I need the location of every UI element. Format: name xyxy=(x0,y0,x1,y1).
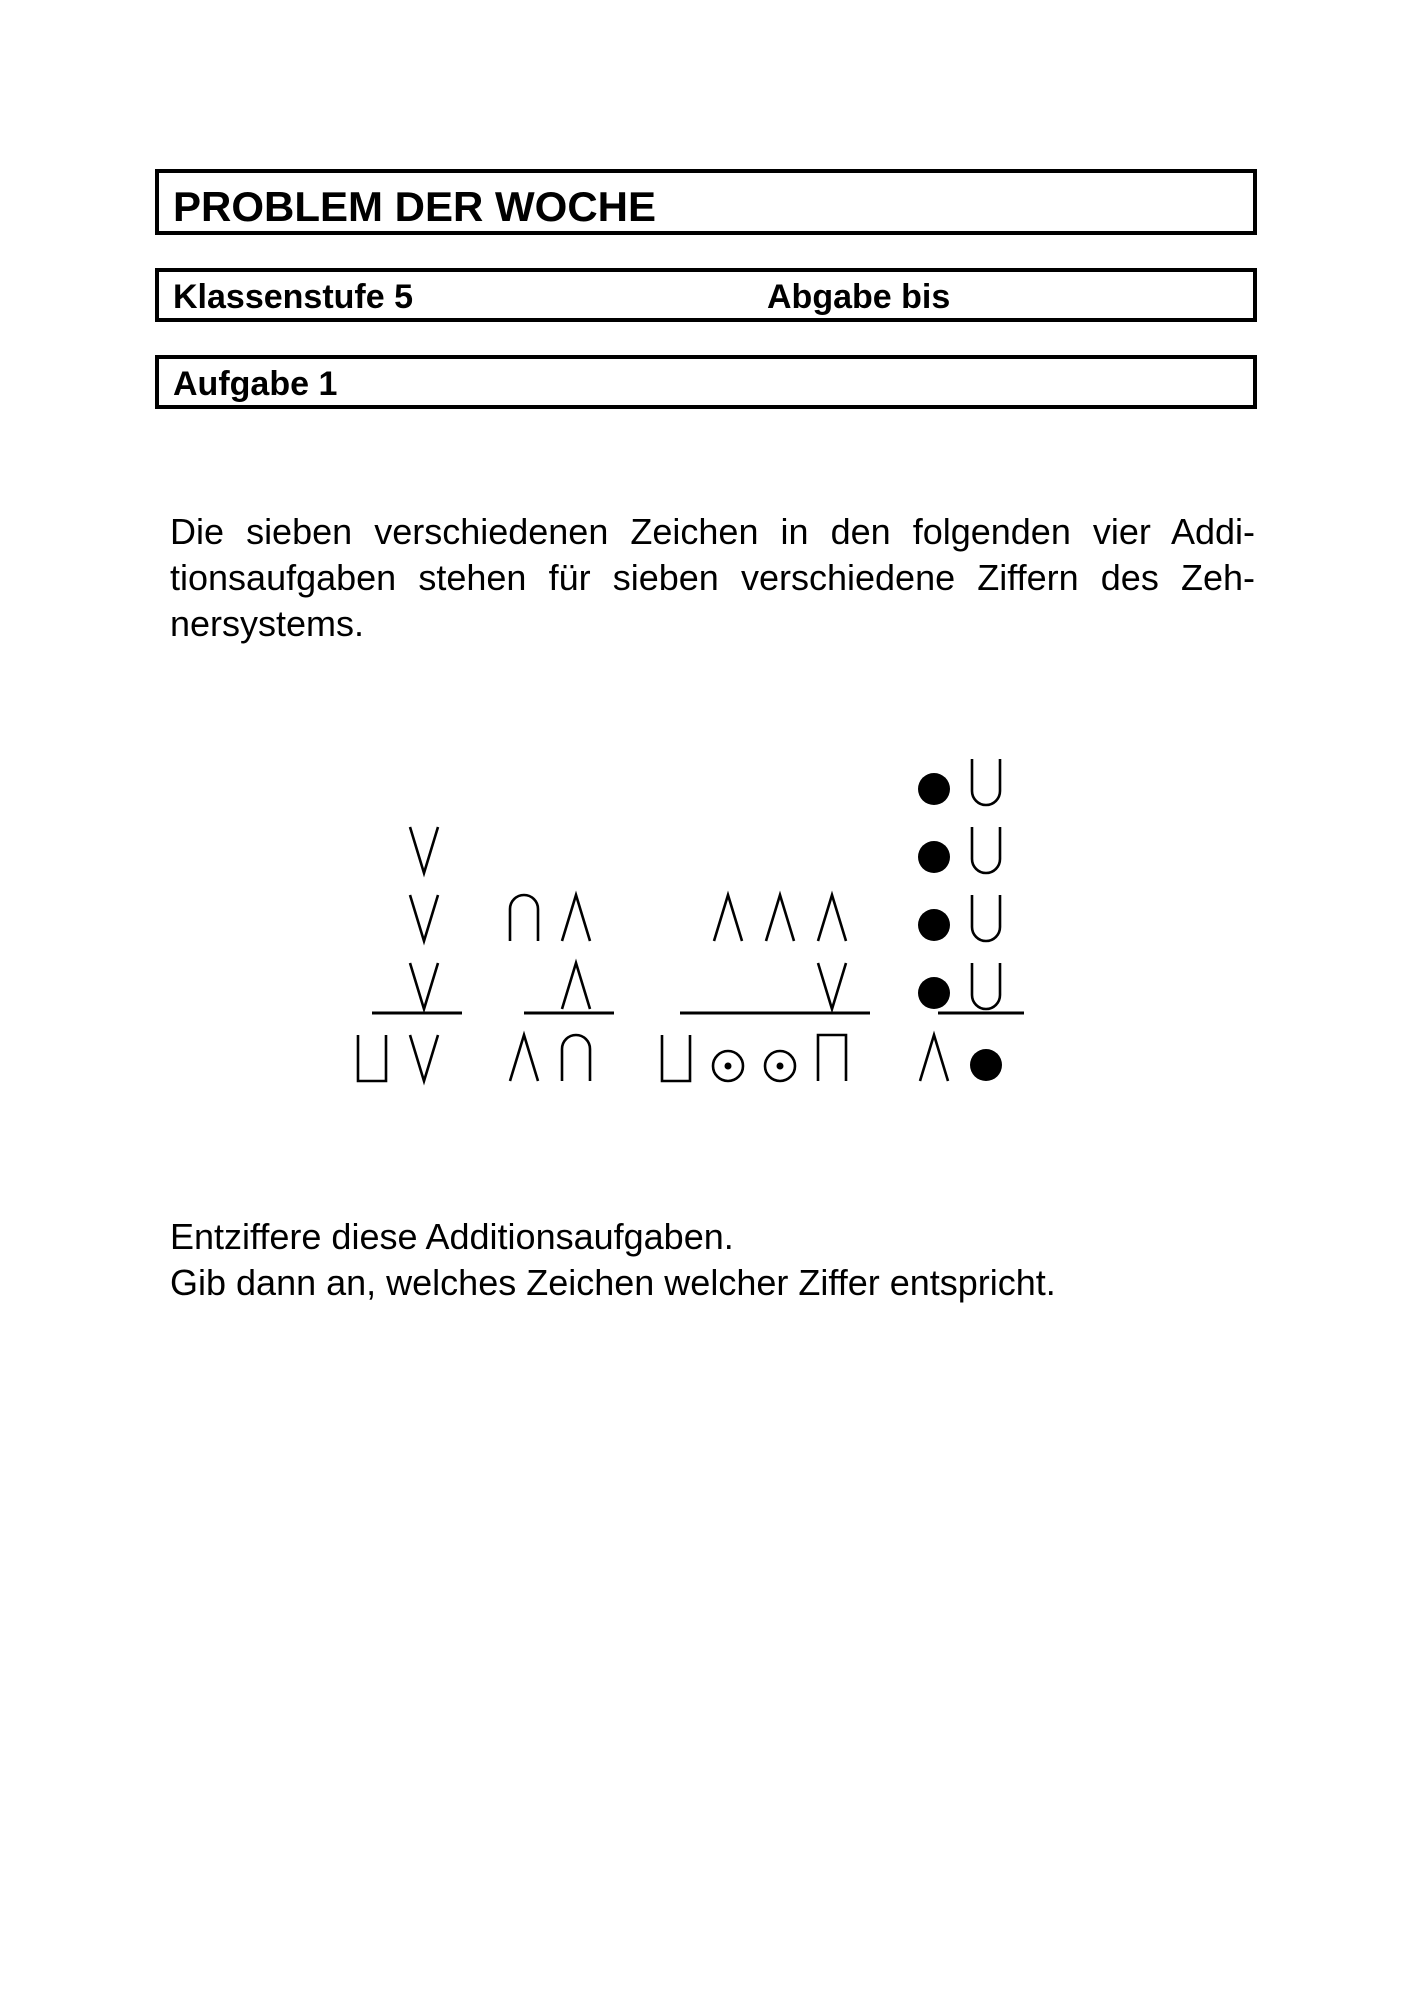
intro-line: tionsaufgaben stehen für sieben verschiedene Ziffern des Zeh- xyxy=(170,557,1255,598)
filled-dot-symbol xyxy=(918,909,950,941)
filled-dot-symbol xyxy=(918,841,950,873)
cap-symbol xyxy=(510,895,538,941)
cup-symbol xyxy=(972,895,1000,941)
wedge-symbol xyxy=(766,895,794,941)
instruction-line: Gib dann an, welches Zeichen welcher Ziffer entspricht. xyxy=(170,1262,1056,1303)
intro-line: Die sieben verschiedenen Zeichen in den folgenden vier Addi- xyxy=(170,511,1255,552)
wedge-symbol xyxy=(562,895,590,941)
v-symbol xyxy=(818,963,846,1009)
circled-dot-symbol xyxy=(765,1051,795,1081)
instruction-line: Entziffere diese Additionsaufgaben. xyxy=(170,1216,734,1257)
wedge-symbol xyxy=(562,963,590,1009)
intro-line: nersystems. xyxy=(170,603,365,644)
v-symbol xyxy=(410,963,438,1009)
circled-dot-symbol xyxy=(713,1051,743,1081)
grade-label: Klassenstufe 5 xyxy=(173,278,413,316)
filled-dot-symbol xyxy=(918,773,950,805)
wedge-symbol xyxy=(510,1035,538,1081)
wedge-symbol xyxy=(818,895,846,941)
instructions xyxy=(170,1214,1255,1306)
task-label: Aufgabe 1 xyxy=(173,365,338,403)
cup-symbol xyxy=(972,963,1000,1009)
due-label: Abgabe bis xyxy=(767,278,951,316)
cup-symbol xyxy=(972,827,1000,873)
wedge-symbol xyxy=(714,895,742,941)
square-cup-symbol xyxy=(358,1035,386,1081)
v-symbol xyxy=(410,1035,438,1081)
square-cup-symbol xyxy=(662,1035,690,1081)
filled-dot-symbol xyxy=(918,977,950,1009)
v-symbol xyxy=(410,827,438,873)
cap-symbol xyxy=(562,1035,590,1081)
filled-dot-symbol xyxy=(970,1049,1002,1081)
v-symbol xyxy=(410,895,438,941)
page-title: PROBLEM DER WOCHE xyxy=(173,183,656,230)
square-cap-symbol xyxy=(818,1035,846,1081)
wedge-symbol xyxy=(920,1035,948,1081)
cup-symbol xyxy=(972,759,1000,805)
